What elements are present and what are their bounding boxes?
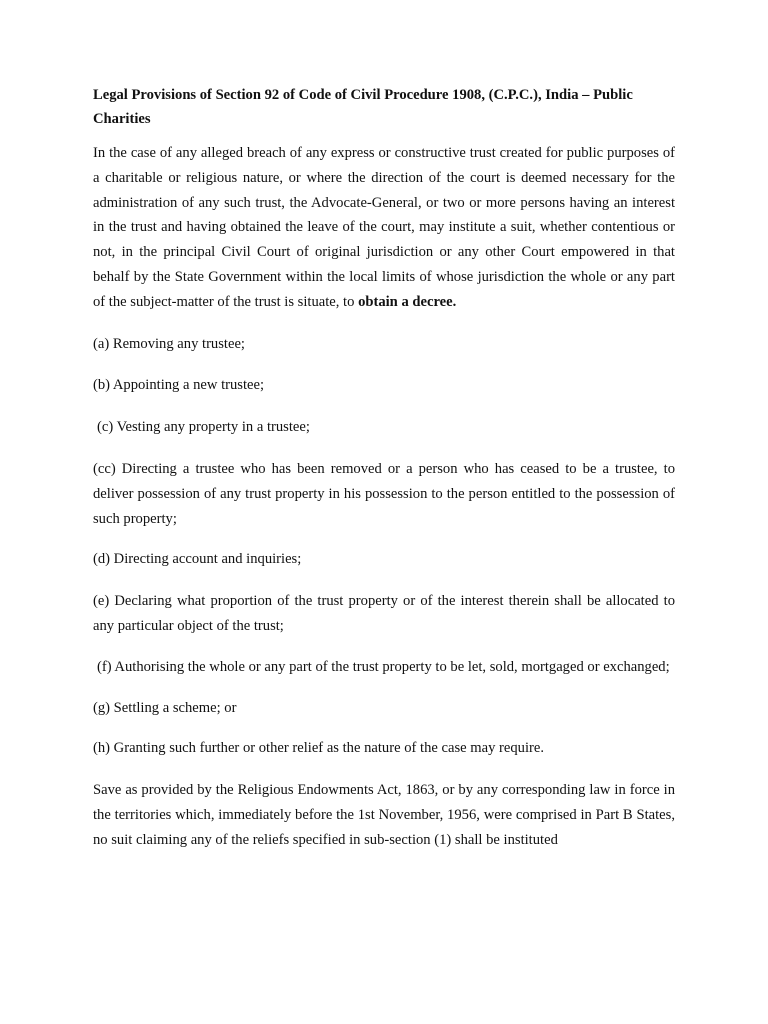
list-item-d: (d) Directing account and inquiries; xyxy=(93,551,302,568)
document-title: Legal Provisions of Section 92 of Code of Civil Procedure 1908, (C.P.C.), India – Public Charities xyxy=(93,87,633,127)
intro-paragraph xyxy=(93,141,675,315)
list-item-cc: (cc) Directing a trustee who has been removed or a person who has ceased to be a trustee, to deliver possession of any trust property in his possession to the person entitled to the possession of such property; xyxy=(93,460,675,527)
list-item-g: (g) Settling a scheme; or xyxy=(93,699,237,716)
list-item-e: (e) Declaring what proportion of the trust property or of the interest therein shall be allocated to any particular object of the trust; xyxy=(93,593,675,634)
list-item-c: (c) Vesting any property in a trustee; xyxy=(97,419,310,436)
document-page xyxy=(93,83,675,853)
list-item-f: (f) Authorising the whole or any part of the trust property to be let, sold, mortgaged or exchanged; xyxy=(97,658,670,675)
list-item-a: (a) Removing any trustee; xyxy=(93,335,245,352)
intro-text: In the case of any alleged breach of any express or constructive trust created for public purposes of a charitable or religious nature, or where the direction of the court is deemed necessary for the administration of any such trust, the Advocate-General, or two or more persons having an interest in the trust and having obtained the leave of the court, may institute a suit, whether contentious or not, in the principal Civil Court of original jurisdiction or any other Court empowered in that behalf by the State Government within the local limits of whose jurisdiction the whole or any part of the subject-matter of the trust is situate, to xyxy=(93,145,675,310)
list-item-b: (b) Appointing a new trustee; xyxy=(93,377,265,394)
list-item-h: (h) Granting such further or other relief as the nature of the case may require. xyxy=(93,740,544,757)
closing-paragraph: Save as provided by the Religious Endowments Act, 1863, or by any corresponding law in force in the territories which, immediately before the 1st November, 1956, were comprised in Part B States, no suit claiming any of the reliefs specified in sub-section (1) shall be instituted xyxy=(93,782,675,848)
intro-bold-text: obtain a decree. xyxy=(358,293,457,310)
